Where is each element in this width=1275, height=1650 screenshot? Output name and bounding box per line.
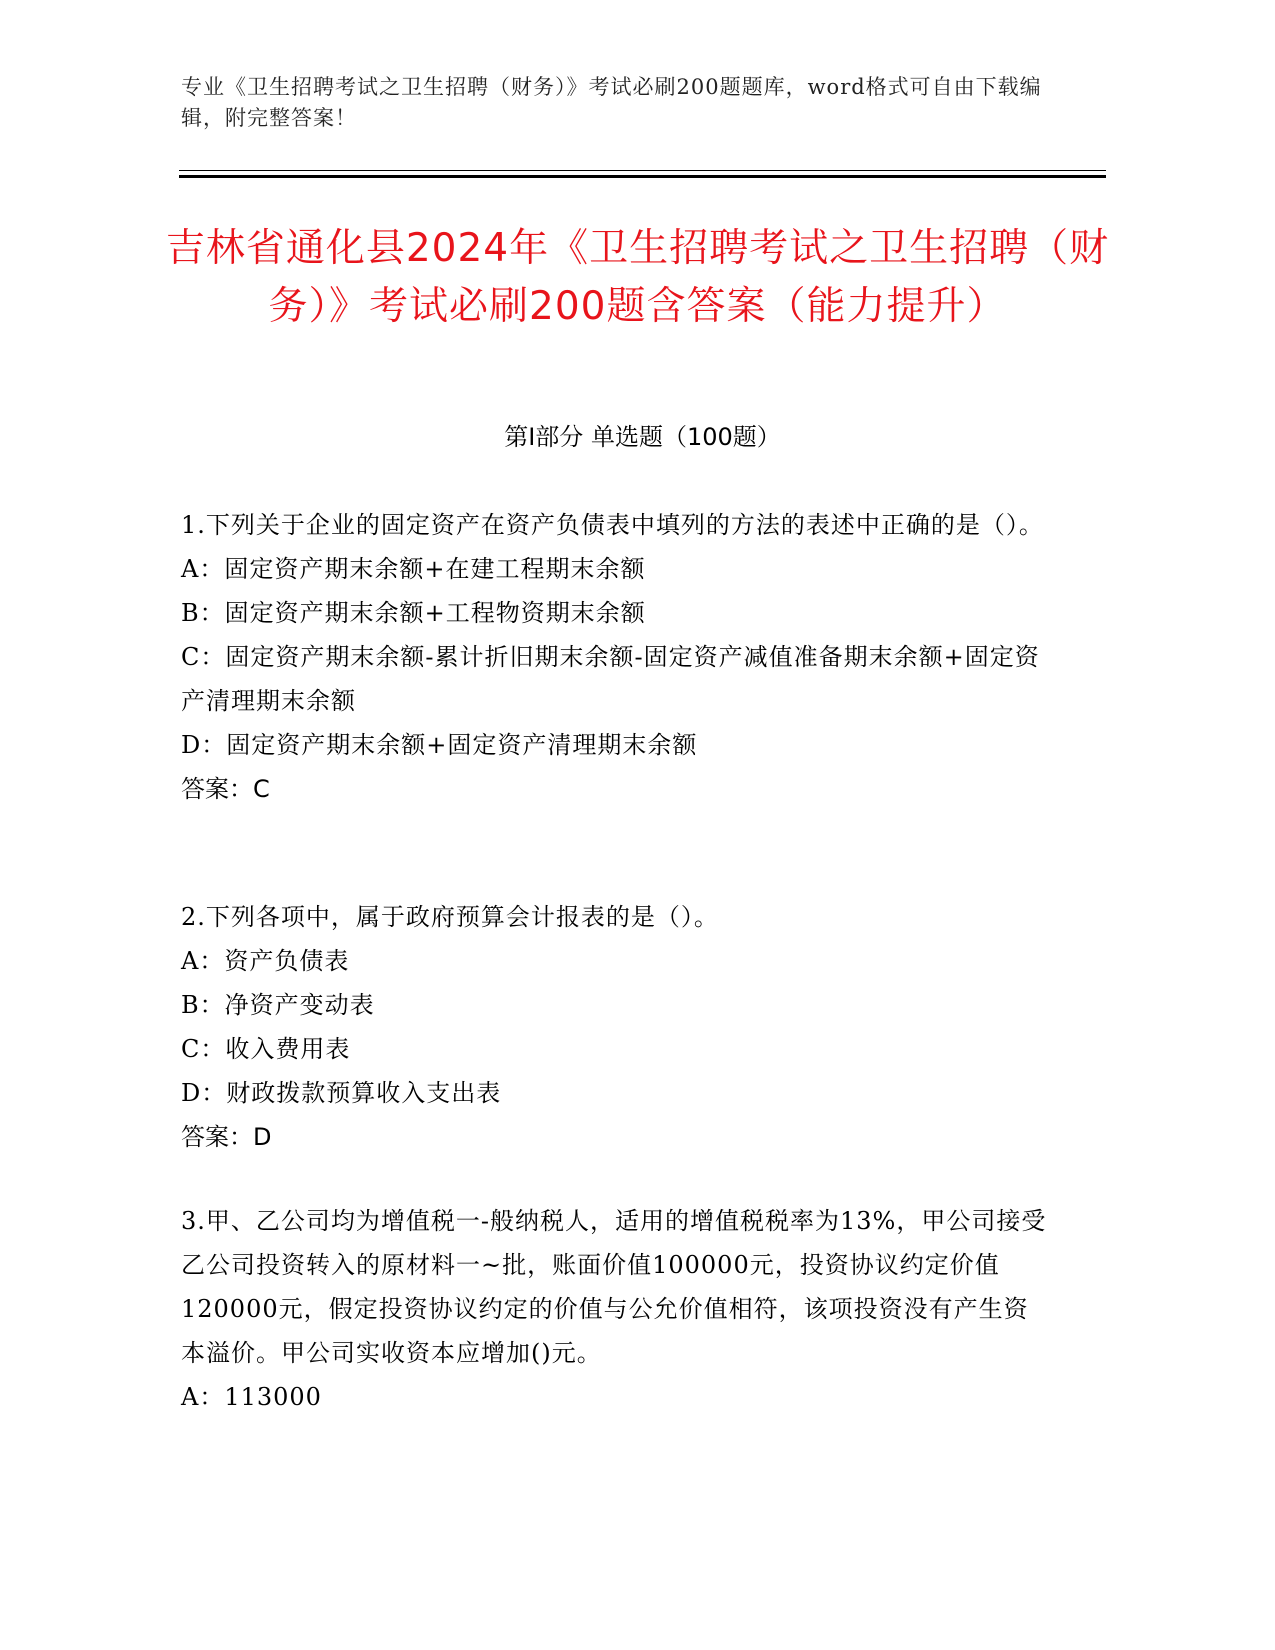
question-3 — [181, 1199, 1051, 1419]
option-d: D：固定资产期末余额+固定资产清理期末余额 — [181, 731, 698, 759]
option-c: C：固定资产期末余额-累计折旧期末余额-固定资产减值准备期末余额+固定资产清理期末余额 — [181, 643, 1040, 715]
header-note: 专业《卫生招聘考试之卫生招聘（财务）》考试必刷200题题库，word格式可自由下载编辑，附完整答案！ — [181, 75, 1042, 130]
question-1 — [181, 503, 1051, 811]
option-d: D：财政拨款预算收入支出表 — [181, 1079, 502, 1107]
option-a: A：113000 — [181, 1383, 322, 1411]
option-b: B：固定资产期末余额+工程物资期末余额 — [181, 599, 646, 627]
answer: 答案：C — [181, 775, 270, 803]
answer: 答案：D — [181, 1123, 272, 1151]
option-b: B：净资产变动表 — [181, 991, 375, 1019]
question-2 — [181, 895, 1051, 1159]
header-divider-thick — [179, 175, 1106, 178]
header-divider-thin — [179, 170, 1106, 171]
question-stem: 2.下列各项中，属于政府预算会计报表的是（）。 — [181, 903, 719, 931]
option-c: C：收入费用表 — [181, 1035, 351, 1063]
document-title: 吉林省通化县2024年《卫生招聘考试之卫生招聘（财务）》考试必刷200题含答案（能力提升） — [165, 226, 1110, 329]
option-a: A：资产负债表 — [181, 947, 350, 975]
question-stem: 1.下列关于企业的固定资产在资产负债表中填列的方法的表述中正确的是（）。 — [181, 511, 1044, 539]
question-stem: 3.甲、乙公司均为增值税一-般纳税人，适用的增值税税率为13%，甲公司接受乙公司投资转入的原材料一~批，账面价值100000元，投资协议约定价值120000元，假定投资协议约定的价值与公允价值相符，该项投资没有产生资本溢价。甲公司实收资本应增加()元。 — [181, 1207, 1047, 1367]
section-heading: 第Ⅰ部分 单选题（100题） — [504, 423, 781, 451]
option-a: A：固定资产期末余额+在建工程期末余额 — [181, 555, 646, 583]
